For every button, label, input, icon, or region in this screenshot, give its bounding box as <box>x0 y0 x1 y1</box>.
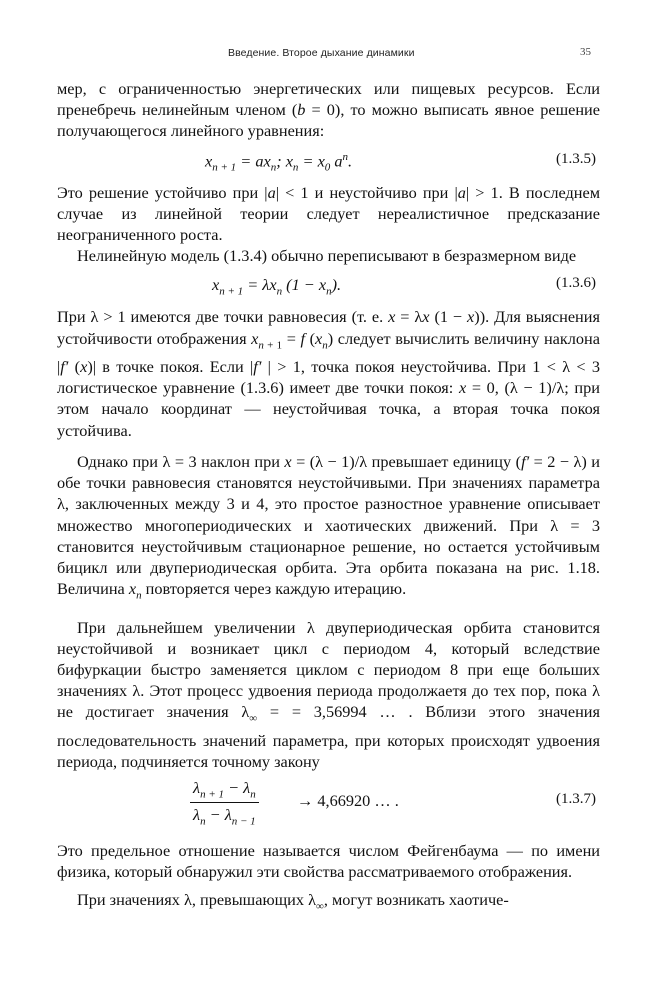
equation-1-3-7 <box>57 772 600 836</box>
equation-number-1-3-5: (1.3.5) <box>556 150 596 167</box>
feigenbaum-fraction <box>190 778 259 828</box>
paragraph-8: При значениях λ, превышающих $\lambda_\infty$, могут возникать хаотиче- <box>77 889 509 912</box>
page-body <box>57 78 600 917</box>
equation-1-3-5 <box>57 142 600 182</box>
running-title: Введение. Второе дыхание динамики <box>228 47 415 59</box>
page-number: 35 <box>580 46 591 58</box>
equation-number-1-3-7: (1.3.7) <box>556 791 596 808</box>
paragraph-6: При дальнейшем увеличении λ двупериодическая орбита становится неустойчивой и возникает цикл с периодом 4, который вследствие бифуркации быстро заменяется циклом с периодом 8 при еще больших значениях λ. Этот процесс удвоения периода продолжаетя до тех пор, пока λ не достигает значения $\lambda_\infty$ = = 3,56994 … . Вблизи этого значения последовательность значений параметра, при которых происходят удвоения периода, подчиняется точному закону <box>57 617 600 772</box>
paragraph-2: Это решение устойчиво при |a| < 1 и неустойчиво при |a| > 1. В последнем случае из линейной теории следует нереалистичное предсказание неограниченного роста. <box>57 182 600 245</box>
equation-number-1-3-6: (1.3.6) <box>556 275 596 292</box>
equation-1-3-5-body: $x_{n + 1} = ax_n$; $x_n = x_0$ $a^n$. <box>205 150 353 174</box>
equation-1-3-6 <box>57 266 600 306</box>
feigenbaum-limit: → 4,66920 … . <box>297 791 399 811</box>
fraction-numerator: $\lambda_{n + 1} - \lambda_n$ <box>190 778 259 803</box>
paragraph-4: При λ > 1 имеются две точки равновесия (т. е. x = λx (1 − x)). Для выяснения устойчивости отображения $x_{n + 1} = f$ $(x_n)$ следует вычислить величину наклона |f′ (x)| в точке покоя. Если |f′ | > 1, точка покоя неустойчива. При 1 < λ < 3 логистическое уравнение (1.3.6) имеет две точки покоя: x = 0, (λ − 1)/λ; при этом начало координат — неустойчивая точка, а вторая точка покоя устойчива. <box>57 307 600 440</box>
paragraph-7: Это предельное отношение называется числом Фейгенбаума — по имени физика, который обнаружил эти свойства рассматриваемого отображения. <box>57 841 600 882</box>
fraction-denominator: $\lambda_n - \lambda_{n - 1}$ <box>193 805 256 828</box>
paragraph-5: Однако при λ = 3 наклон при x = (λ − 1)/λ превышает единицу (f′ = 2 − λ) и обе точки равновесия становятся неустойчивыми. При значениях параметра λ, заключенных между 3 и 4, это простое разностное уравнение описывает множество многопериодических и хаотических движений. При λ = 3 становится неустойчивым стационарное решение, но остается устойчивым бицикл или двупериодическая орбита. Эта орбита показана на рис. 1.18. Величина $x_n$ повторяется через каждую итерацию. <box>57 451 600 602</box>
paragraph-1: мер, с ограниченностью энергетических или пищевых ресурсов. Если пренебречь нелинейным членом (b = 0), то можно выписать явное решение получающегося линейного уравнения: <box>57 79 600 141</box>
equation-1-3-6-body: $x_{n + 1} = \lambda x_n$ $(1 - x_n)$. <box>212 275 342 298</box>
paragraph-3: Нелинейную модель (1.3.4) обычно переписывают в безразмерном виде <box>77 246 577 266</box>
